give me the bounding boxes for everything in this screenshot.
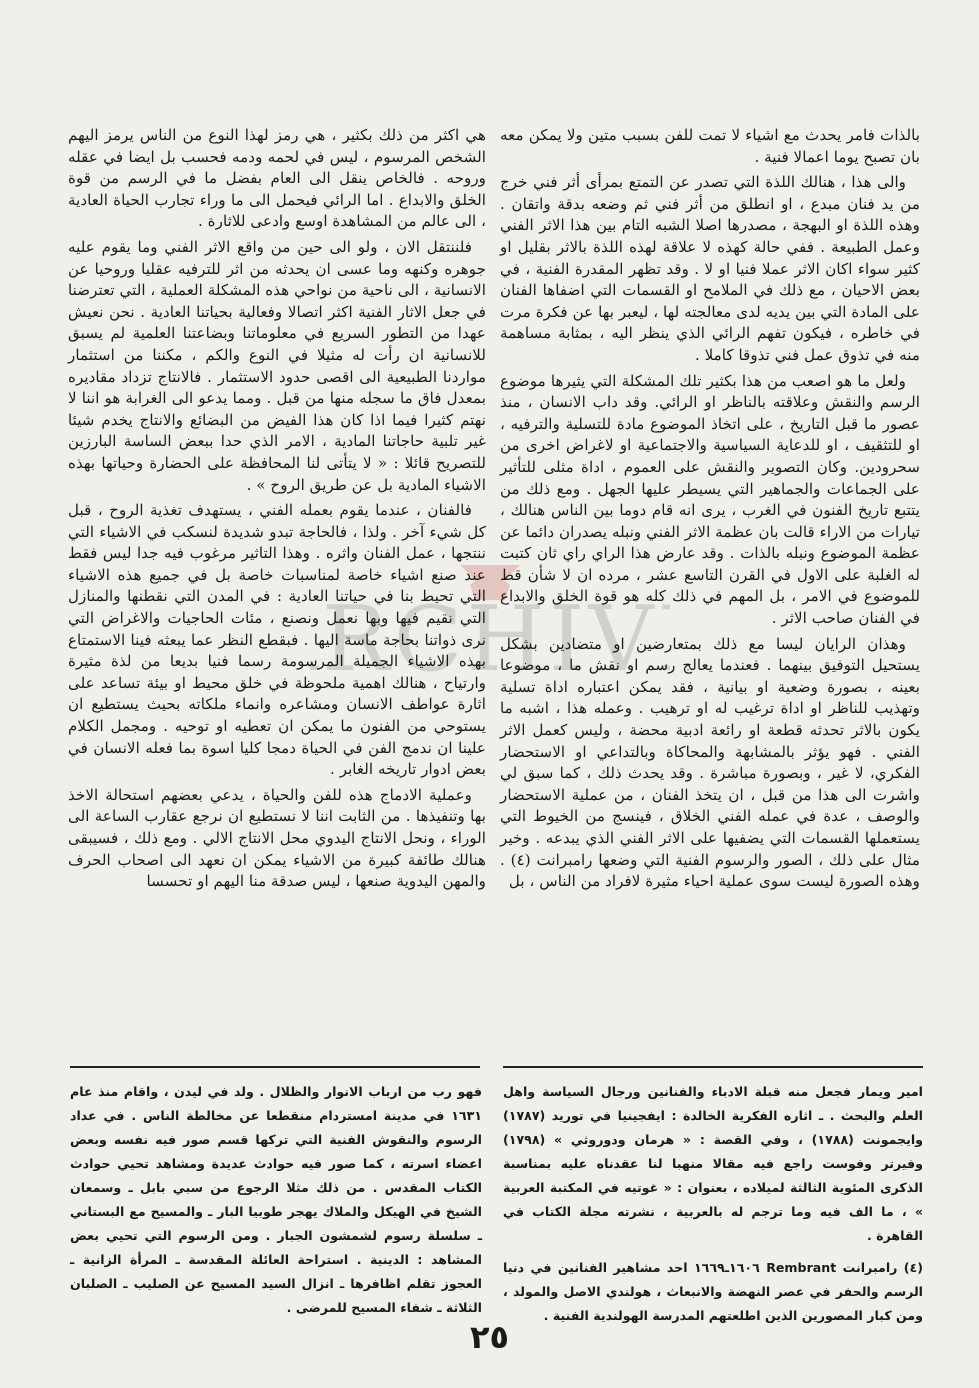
- paragraph: وهذان الرايان ليسا مع ذلك بمتعارضين او متضادين بشكل يستحيل التوفيق بينهما . فعندما يعالج رسم او نقش ما ، موضوعا بعينه ، بصورة وضعية او بيانية ، فقد يمكن اعتباره اداة تسلية وتهذيب للناظر او اداة ترغيب له او ترهيب . وعمله هذا ، اشبه ما يكون بالاثر تحدثه قطعة او رائعة ادبية محضة ، وليس كعمل الاثر الفني . فهو يؤثر بالمشابهة والمحاكاة وبالتداعي او الاستحضار الفكري، لا غير ، وبصورة مباشرة . وقد يحدث ذلك ، كما سبق لي واشرت الى هذا من قبل ، ان يتخذ الفنان ، من عملية الاستحضار والوصف ، عدة في عمله الفني الخلاق ، فينسج من الخيوط التي يستعملها القسمات التي يضفيها على الاثر الفني الذي يبدعه . وخير مثال على ذلك ، الصور والرسوم الفنية التي وضعها رامبرانت (٤) . وهذه الصورة ليست سوى عملية احياء مثيرة لافراد من الناس ، بل: [500, 634, 920, 891]
- paragraph: هي اكثر من ذلك بكثير ، هي رمز لهذا النوع من الناس يرمز اليهم الشخص المرسوم ، ليس في لحمه ودمه فحسب بل ايضا في عقله وروحه . فالخاص ينقل الى العام بفضل ما في الرسم من قوة الخلق والابداع . اما الرائي فيحمل الى ما وراء تجارب الحياة العادية ، الى عالم من المشاهدة اوسع وادعى للاثارة .: [68, 126, 486, 231]
- footnote-divider: [70, 1066, 480, 1068]
- footnote-divider: [503, 1066, 923, 1068]
- paragraph: فالفنان ، عندما يقوم بعمله الفني ، يستهدف تغذية الروح ، قبل كل شيء آخر . ولذا ، فالحاجة تبدو شديدة لنسكب في الاشياء التي ننتجها ، عمل الفنان واثره . وهذا التاثير مرغوب فيه جدا ليس فقط عند صنع اشياء خاصة لمناسبات خاصة بل في جميع هذه الاشياء التي تحيط بنا في حياتنا العادية : في المدن التي نقطنها والمنازل التي نقيم فيها وبها نعمل ونصنع ، مئات الحاجيات والاغراض التي نرى ذواتنا بحاجة ماسة اليها . فبقطع النظر عما يبعثه فينا الاستمتاع بهذه الاشياء الجميلة المرسومة رسما فنيا بديعا من لذة مثيرة وارتياح ، هنالك اهمية ملحوظة في خلق محيط او بيئة تساعد على اثارة عواطف الانسان ومشاعره وانماء ملكاته بحيث يستطيع ان يستوحي من الفنون ما يمكن ان تعطيه او توحيه . ومجمل الكلام علينا ان ندمج الفن في الحياة دمجا كليا اسوة بما فعله الانسان في بعض ادوار تاريخه الغابر .: [68, 501, 486, 779]
- text-column-right: [500, 125, 920, 897]
- page-number: ٢٥: [469, 1318, 510, 1356]
- paragraph: والى هذا ، هنالك اللذة التي تصدر عن التمتع بمرأى أثر فني خرج من يد فنان مبدع ، او انطلق من أثر فني ثم وضعه بدقة واتقان . وهذه اللذة او البهجة ، مصدرها اصلا الشبه التام بين هذا الاثر الفني وعمل الطبيعة . ففي حالة كهذه لا علاقة لهذه اللذة بالاثر بقليل او كثير سواء اكان الاثر عملا فنيا او لا . وقد تظهر المقدرة الفنية ، في بعض الاحيان ، مع ذلك في الملامح او القسمات التي اضفاها الفنان على المادة التي بين يديه لدى معالجته لها ، ليعبر بها عن فكرة مرت في خاطره ، فيكون تفهم الرائي الذي ينظر اليه ، بمثابة مساهمة منه في تذوق عمل فني تذوقا كاملا .: [500, 173, 920, 364]
- svg-text:ARCHIVE: RCHIV: [321, 587, 658, 692]
- paragraph: فلننتقل الان ، ولو الى حين من واقع الاثر الفني وما يقوم عليه جوهره وكنهه وما عسى ان يحدثه من اثر للترفيه عقليا وروحيا عن الانسانية ، الى ناحية من نواحي هذه المشكلة العملية ، التي تعترضنا في جعل الاثار الفنية اكثر اتصالا وفعالية بحياتنا العادية . نحن نعيش عهدا من التطور السريع في معلوماتنا وبضاعتنا العلمية لم يسبق للانسانية ان رأت له مثيلا في النوع والكم ، مكننا من استثمار مواردنا الطبيعية الى اقصى حدود الاستثمار . فالانتاج تزداد مقاديره بمعدل فاق ما سجله منها من قبل . ومما يدعو الى الغرابة هو اننا لا نهتم كثيرا فيما اذا كان هذا الفيض من البضائع والانتاج يخدم شيئا غير تلبية حاجاتنا المادية ، الامر الذي حدا ببعض الساسة البارزين للتصريح قائلا : « لا يتأتى لنا المحافظة على الحضارة وحياتها بهذه الاشياء المادية بل عن طريق الروح » .: [68, 237, 486, 494]
- text-column-left: [68, 125, 486, 897]
- footnote: امير ويمار فجعل منه قبلة الادباء والفنانين ورجال السياسة واهل العلم والبحث . ـ اثاره الفكرية الخالدة : ايفجينيا في توريد (١٧٨٧) وايجمونت (١٧٨٨) ، وفي القصة : « هرمان ودوروثي » (١٧٩٨) وفيرتر وفوست راجع فيه مقالا منهبا لنا عقدناه عليه بمناسبة الذكرى المئوية الثالثة لميلاده ، بعنوان : « غوتيه في المكتبة العربية » ، ما الف فيه وما ترجم له بالعربية ، نشرته مجلة الكتاب في القاهرة .: [503, 1084, 923, 1243]
- footnote: فهو رب من ارباب الانوار والظلال . ولد في ليدن ، واقام منذ عام ١٦٣١ في مدينة امستردام منقطعا عن مخالطة الناس . في عداد الرسوم والنقوش الفنية التي تركها قسم صور فيه نفسه وبعض اعضاء اسرته ، كما صور فيه حوادث عديدة ومشاهد تحيي حوادث الكتاب المقدس . من ذلك مثلا الرجوع من سبي بابل ـ وسمعان الشيخ في الهيكل والملاك يهجر طوبيا البار ـ والمسيح مع البستاني ـ سلسلة رسوم لشمشون الجبار . ومن الرسوم التي تحيي بعض المشاهد : الدينية . استراحة العائلة المقدسة ـ المرأة الزانية ـ العجوز تقلم اظافرها ـ انزال السيد المسيح عن الصليب ـ الصلبان الثلاثة ـ شفاء المسيح للمرضى .: [70, 1084, 482, 1315]
- paragraph: بالذات فامر يحدث مع اشياء لا تمت للفن بسبب متين ولا يمكن معه بان تصبح يوما اعمالا فنية .: [500, 126, 920, 166]
- paragraph: ولعل ما هو اصعب من هذا بكثير تلك المشكلة التي يثيرها موضوع الرسم والنقش وعلاقته بالناظر او الرائي. وقد داب الانسان ، منذ عصور ما قبل التاريخ ، على اتخاذ الموضوع مادة للتسلية والترفيه ، او للتثقيف ، او للدعاية السياسية والاجتماعية او لاغراض اخرى من سحرودين. وكان التصوير والنقش على العموم ، اداة مثلى للتأثير على الجماعات والجماهير التي يسيطر عليها الجهل . ومع ذلك من يتتبع تاريخ الفنون في الغرب ، يرى انه قام دوما بين الناس هنالك ، تيارات من الاراء قالت بان عظمة الاثر الفني ونبله يصدران دائما عن عظمة الموضوع ونبله بالذات . وقد عارض هذا الراي راي ثان كتبت له الغلبة على الاول في القرن التاسع عشر ، مرده ان لا شأن قط للموضوع في الامر ، بل المهم في ذلك كله هو قوة الخلق والابداع في الفنان صاحب الاثر .: [500, 371, 920, 628]
- footnotes-left: [70, 1080, 482, 1328]
- paragraph: وعملية الادماج هذه للفن والحياة ، يدعي بعضهم استحالة الاخذ بها وتنفيذها . من الثابت اننا لا نستطيع ان نرجع عقارب الساعة الى الوراء ، ونحل الانتاج اليدوي محل الانتاج الالي . ومع ذلك ، فسيبقى هنالك طائفة كبيرة من الاشياء يمكن ان نعهد الى اصحاب الحرف والمهن اليدوية صنعها ، ليس صدقة منا اليهم او تحسسا: [68, 785, 486, 891]
- footnotes-right: [503, 1080, 923, 1336]
- footnote: (٤) رامبرانت Rembrant ١٦٠٦ـ١٦٦٩ احد مشاهير الفنانين في دنيا الرسم والحفر في عصر النهضة والانبعاث ، هولندي الاصل والمولد ، ومن كبار المصورين الذين اطلعتهم المدرسة الهولندية الفنية .: [503, 1260, 923, 1323]
